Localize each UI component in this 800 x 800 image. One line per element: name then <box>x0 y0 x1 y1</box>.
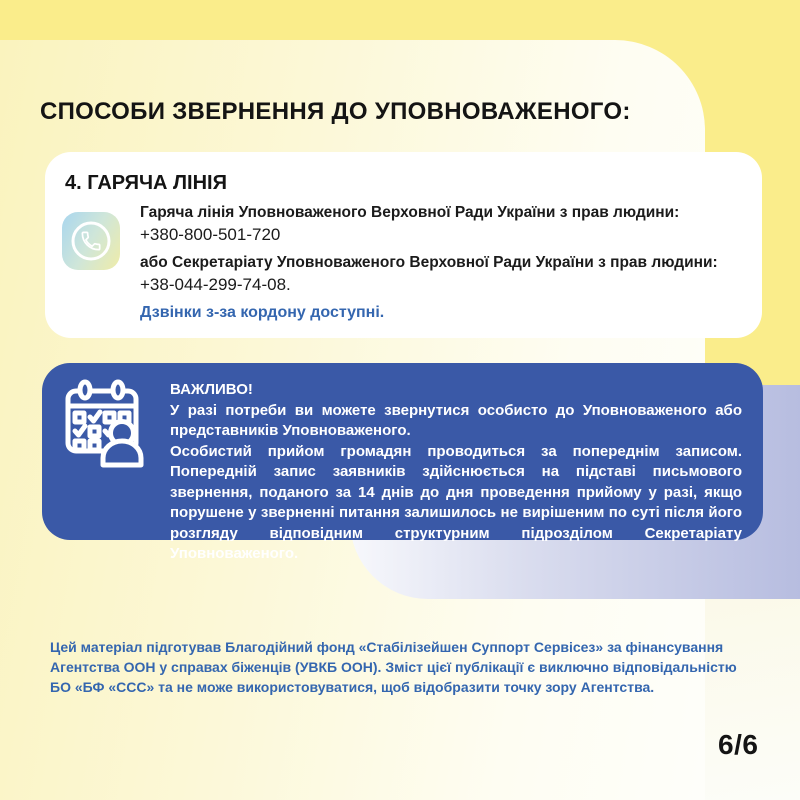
bottom-right-cream-background <box>705 598 800 800</box>
important-heading: ВАЖЛИВО! <box>170 381 253 398</box>
hotline-card <box>45 152 762 338</box>
important-paragraph-1: У разі потреби ви можете звернутися особисто до Уповноваженого або представників Уповноваженого. <box>170 401 742 439</box>
hotline-abroad-note: Дзвінки з-за кордону доступні. <box>140 304 385 321</box>
calendar-person-icon <box>58 375 158 475</box>
hotline-line2-number: +38-044-299-74-08. <box>140 275 291 294</box>
important-notice-box <box>42 363 763 562</box>
page-title: СПОСОБИ ЗВЕРНЕННЯ ДО УПОВНОВАЖЕНОГО: <box>40 98 631 125</box>
footer-disclaimer: Цей матеріал підготував Благодійний фонд «Стабілізейшен Суппорт Сервісез» за фінансування Агентства ООН у справах біженців (УВКБ ООН). Зміст цієї публікації є виключно відповідальністю БО «БФ «ССС» та не може використовуватися, щоб відобразити точку зору Агентства. <box>50 639 737 695</box>
important-notice-text <box>170 380 742 565</box>
page-number: 6/6 <box>718 729 759 760</box>
hotline-details <box>140 204 755 322</box>
hotline-line1-label: Гаряча лінія Уповноваженого Верховної Ради України з прав людини: <box>140 204 680 221</box>
phone-icon <box>62 212 120 270</box>
hotline-line1-number: +380-800-501-720 <box>140 225 281 244</box>
hotline-line2-label: або Секретаріату Уповноваженого Верховної Ради України з прав людини: <box>140 254 718 271</box>
important-paragraph-2: Особистий прийом громадян проводиться за попереднім записом. Попередній запис заявників здійснюється на підставі письмового звернення, поданого за 14 днів до дня проведення прийому у разі, якщо порушене у зверненні питання залишилось не вирішеним по суті після його розгляду відповідним структурним підрозділом Секретаріату Уповноваженого. <box>170 442 742 562</box>
hotline-card-heading: 4. ГАРЯЧА ЛІНІЯ <box>65 172 227 194</box>
